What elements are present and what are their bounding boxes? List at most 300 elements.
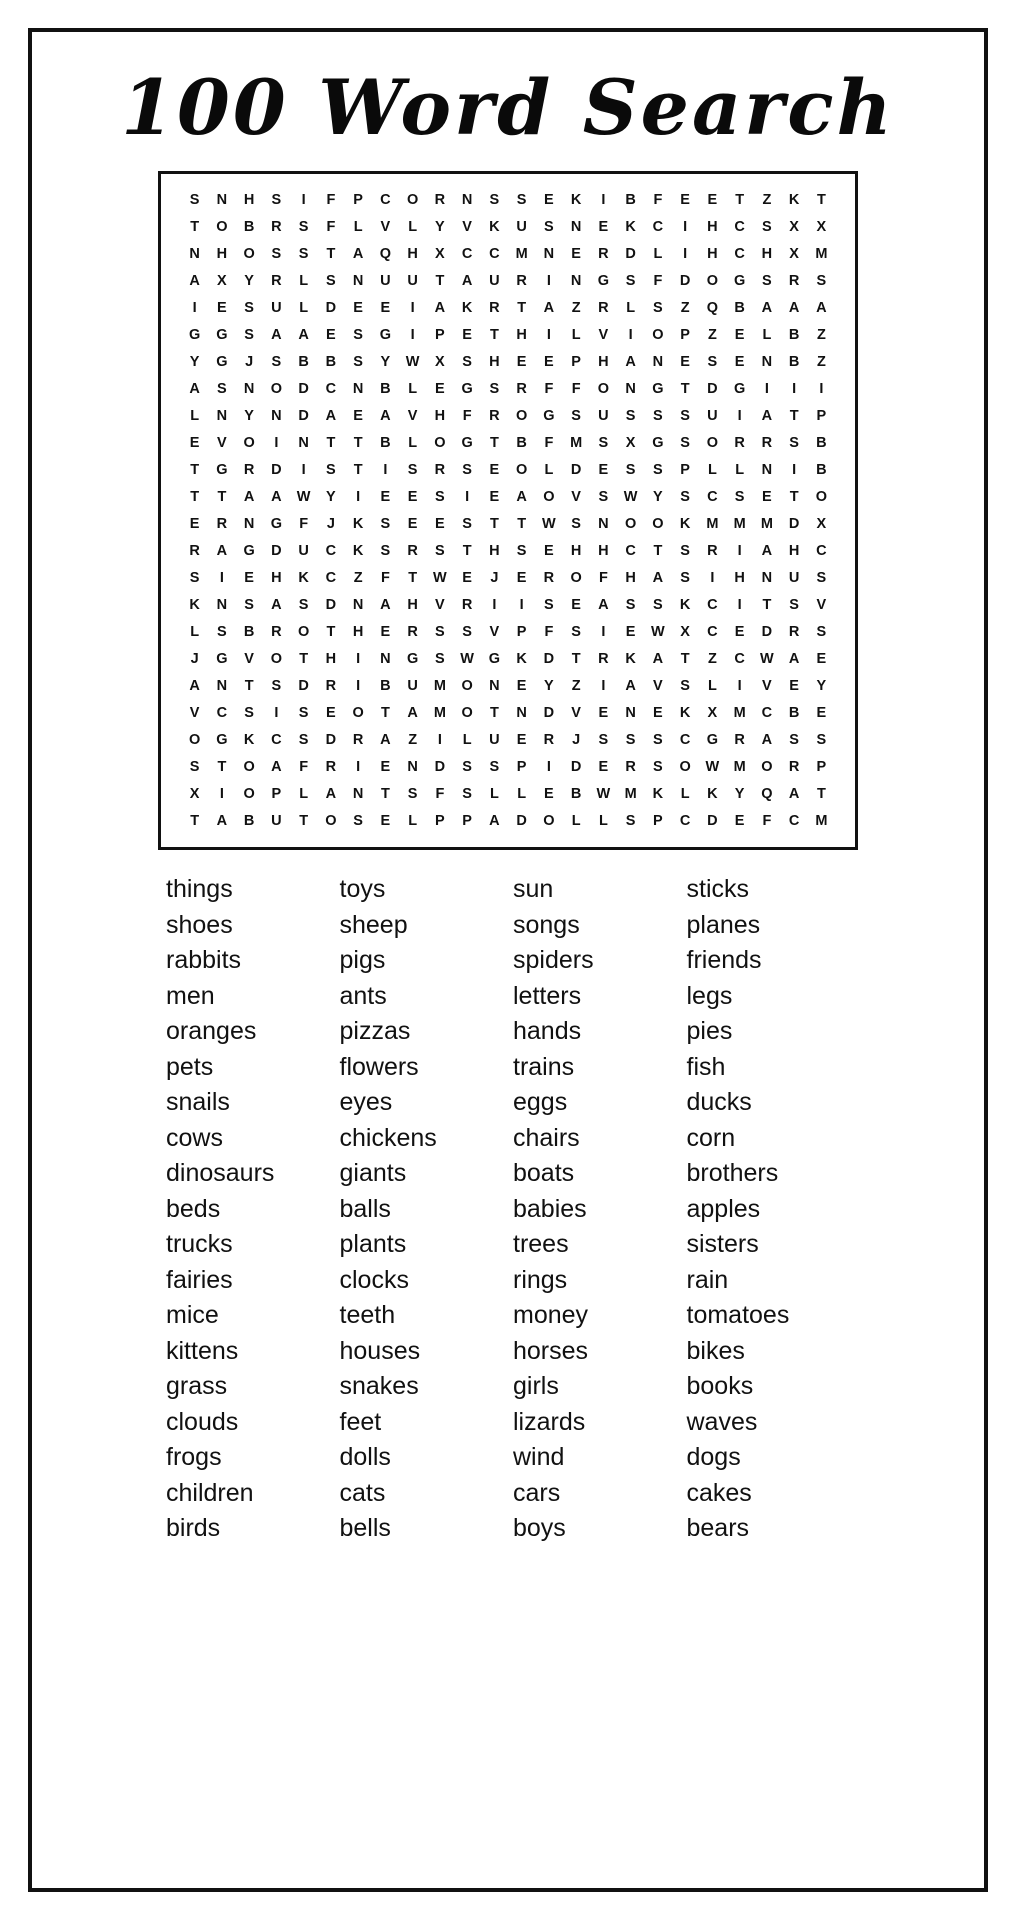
grid-cell: E: [680, 192, 690, 209]
word-list-item: legs: [686, 981, 733, 1010]
grid-cell: B: [325, 354, 337, 371]
word-list-item: sun: [513, 875, 554, 904]
grid-cell: I: [356, 489, 361, 506]
word-list-item: wind: [513, 1443, 565, 1472]
word-list-item: fish: [686, 1052, 726, 1081]
grid-cell: G: [188, 327, 201, 344]
grid-cell: V: [244, 651, 254, 668]
grid-cell: A: [271, 489, 282, 506]
grid-cell: M: [433, 705, 446, 722]
word-list-item: clocks: [339, 1265, 409, 1294]
grid-cell: E: [734, 354, 745, 371]
grid-cell: R: [598, 246, 609, 263]
grid-cell: S: [789, 732, 799, 749]
grid-cell: L: [299, 786, 309, 803]
grid-cell: S: [244, 327, 254, 344]
grid-cell: A: [761, 300, 773, 317]
grid-cell: R: [761, 435, 773, 452]
grid-cell: S: [298, 705, 309, 722]
grid-cell: E: [326, 327, 336, 344]
grid-cell: B: [243, 624, 255, 641]
grid-cell: S: [244, 597, 254, 614]
grid-cell: O: [543, 813, 555, 830]
grid-cell: H: [243, 192, 255, 209]
grid-cell: M: [570, 435, 583, 452]
grid-cell: X: [435, 354, 445, 371]
grid-cell: L: [408, 219, 418, 236]
grid-cell: F: [598, 570, 608, 587]
grid-cell: S: [816, 624, 827, 641]
grid-cell: S: [625, 462, 636, 479]
grid-cell: F: [380, 570, 390, 587]
grid-cell: D: [325, 300, 337, 317]
grid-cell: G: [733, 381, 746, 398]
grid-cell: G: [543, 408, 555, 425]
word-list-item: rabbits: [166, 946, 242, 975]
grid-cell: S: [462, 516, 472, 533]
grid-cell: I: [792, 381, 797, 398]
grid-cell: H: [407, 246, 418, 263]
grid-cell: O: [243, 759, 255, 776]
grid-cell: T: [653, 543, 663, 560]
grid-cell: M: [624, 786, 637, 803]
word-list-item: feet: [339, 1407, 382, 1436]
word-list-item: trees: [513, 1230, 569, 1259]
grid-cell: L: [462, 732, 472, 749]
grid-cell: I: [601, 624, 606, 641]
grid-cell: I: [219, 786, 224, 803]
grid-cell: A: [652, 651, 664, 668]
grid-cell: N: [625, 705, 636, 722]
grid-cell: H: [434, 408, 446, 425]
word-list-item: chickens: [339, 1123, 437, 1152]
grid-cell: W: [596, 786, 611, 803]
grid-cell: S: [380, 543, 391, 560]
grid-cell: D: [271, 462, 282, 479]
grid-cell: W: [542, 516, 556, 533]
grid-cell: S: [189, 192, 200, 209]
grid-cell: I: [492, 597, 497, 614]
grid-cell: H: [707, 219, 718, 236]
grid-cell: M: [706, 516, 719, 533]
grid-cell: S: [462, 462, 472, 479]
grid-cell: B: [734, 300, 745, 317]
grid-cell: P: [271, 786, 282, 803]
grid-cell: A: [489, 813, 500, 830]
grid-cell: E: [217, 300, 227, 317]
grid-cell: Z: [707, 651, 717, 668]
grid-cell: G: [706, 732, 719, 749]
grid-cell: D: [298, 678, 309, 695]
grid-cell: S: [244, 300, 254, 317]
grid-cell: S: [489, 381, 500, 398]
grid-cell: X: [680, 624, 690, 641]
grid-cell: Z: [762, 192, 772, 209]
grid-cell: I: [737, 678, 742, 695]
grid-cell: J: [190, 651, 199, 668]
grid-cell: S: [789, 435, 799, 452]
grid-cell: N: [271, 408, 282, 425]
grid-cell: F: [544, 435, 554, 452]
grid-cell: M: [815, 813, 828, 830]
grid-cell: C: [271, 732, 282, 749]
grid-cell: C: [734, 651, 745, 668]
grid-cell: B: [788, 354, 800, 371]
word-list-item: brothers: [686, 1159, 779, 1188]
grid-cell: E: [407, 489, 418, 506]
grid-cell: C: [761, 705, 773, 722]
grid-cell: R: [271, 624, 282, 641]
grid-cell: U: [407, 678, 418, 695]
grid-cell: R: [461, 597, 473, 614]
grid-cell: S: [571, 516, 581, 533]
grid-cell: S: [435, 624, 445, 641]
grid-cell: X: [217, 273, 227, 290]
grid-cell: Y: [816, 678, 827, 695]
grid-cell: H: [271, 570, 282, 587]
grid-cell: R: [788, 624, 800, 641]
grid-cell: P: [462, 813, 472, 830]
grid-cell: X: [625, 435, 636, 452]
page-border: [28, 28, 988, 1892]
grid-cell: N: [243, 381, 255, 398]
word-list-item: bikes: [686, 1336, 745, 1365]
grid-cell: L: [489, 786, 499, 803]
grid-cell: K: [461, 300, 473, 317]
word-list-item: bears: [686, 1514, 750, 1543]
grid-cell: E: [598, 705, 609, 722]
grid-cell: S: [244, 705, 254, 722]
grid-cell: E: [435, 516, 445, 533]
grid-cell: A: [216, 543, 228, 560]
grid-cell: E: [326, 705, 336, 722]
page-title: 100 Word Search: [121, 63, 895, 152]
grid-cell: S: [653, 408, 663, 425]
grid-cell: E: [353, 408, 363, 425]
word-list-item: planes: [686, 910, 761, 939]
grid-cell: E: [380, 759, 391, 776]
grid-cell: I: [683, 219, 688, 236]
grid-cell: U: [271, 813, 282, 830]
grid-cell: R: [243, 462, 255, 479]
grid-cell: M: [733, 705, 746, 722]
grid-cell: S: [217, 624, 227, 641]
grid-cell: O: [243, 246, 255, 263]
grid-cell: O: [679, 759, 691, 776]
grid-cell: L: [707, 678, 717, 695]
grid-cell: P: [435, 327, 445, 344]
grid-cell: X: [707, 705, 718, 722]
grid-cell: I: [710, 570, 715, 587]
word-list-item: rings: [513, 1265, 568, 1294]
grid-cell: G: [379, 327, 392, 344]
grid-cell: S: [217, 381, 227, 398]
grid-cell: H: [625, 570, 636, 587]
word-list-item: hands: [513, 1017, 582, 1046]
word-list-item: cars: [513, 1478, 561, 1507]
grid-cell: T: [244, 678, 254, 695]
word-list-item: corn: [686, 1123, 736, 1152]
grid-cell: N: [352, 786, 364, 803]
grid-cell: E: [625, 624, 636, 641]
grid-cell: X: [435, 246, 445, 263]
grid-cell: S: [298, 597, 309, 614]
grid-cell: T: [190, 462, 200, 479]
grid-cell: W: [296, 489, 311, 506]
grid-cell: X: [189, 786, 200, 803]
grid-cell: F: [653, 273, 663, 290]
grid-cell: Z: [816, 327, 826, 344]
grid-cell: S: [353, 813, 363, 830]
grid-cell: V: [380, 219, 391, 236]
grid-cell: T: [762, 597, 772, 614]
grid-cell: E: [489, 462, 500, 479]
grid-cell: L: [353, 219, 363, 236]
grid-cell: Q: [706, 300, 719, 317]
word-list-item: pets: [166, 1052, 214, 1081]
grid-cell: S: [462, 354, 472, 371]
word-list-item: beds: [166, 1194, 221, 1223]
word-list-item: clouds: [166, 1407, 239, 1436]
grid-cell: C: [788, 813, 800, 830]
grid-cell: S: [462, 624, 472, 641]
grid-cell: H: [216, 246, 228, 263]
grid-cell: A: [325, 786, 337, 803]
grid-cell: O: [706, 435, 719, 452]
grid-cell: P: [653, 813, 663, 830]
grid-cell: L: [544, 462, 554, 479]
word-list-item: lizards: [513, 1407, 586, 1436]
grid-cell: B: [298, 354, 309, 371]
grid-cell: T: [489, 435, 499, 452]
grid-cell: S: [816, 273, 827, 290]
grid-cell: T: [680, 381, 690, 398]
grid-cell: H: [761, 246, 773, 263]
grid-cell: H: [489, 354, 500, 371]
grid-cell: I: [437, 732, 442, 749]
grid-cell: E: [489, 489, 500, 506]
grid-cell: L: [299, 273, 309, 290]
grid-cell: S: [571, 624, 581, 641]
grid-cell: E: [734, 813, 745, 830]
grid-cell: O: [624, 516, 637, 533]
grid-cell: N: [598, 516, 609, 533]
grid-cell: S: [816, 570, 827, 587]
word-list-item: ducks: [686, 1088, 752, 1117]
grid-cell: V: [435, 597, 445, 614]
word-list-item: ants: [339, 981, 387, 1010]
grid-cell: A: [298, 327, 309, 344]
word-list-item: sticks: [686, 875, 749, 904]
grid-cell: E: [598, 462, 609, 479]
grid-cell: K: [516, 651, 527, 668]
grid-cell: S: [298, 219, 309, 236]
grid-cell: Y: [734, 786, 745, 803]
grid-cell: N: [189, 246, 200, 263]
grid-cell: T: [299, 813, 309, 830]
grid-cell: A: [271, 597, 282, 614]
grid-cell: D: [516, 813, 527, 830]
grid-cell: K: [679, 516, 691, 533]
grid-cell: D: [707, 813, 718, 830]
grid-cell: G: [652, 381, 664, 398]
grid-cell: R: [434, 462, 446, 479]
grid-cell: Z: [408, 732, 418, 749]
grid-cell: R: [516, 381, 527, 398]
grid-cell: Z: [707, 327, 717, 344]
grid-cell: D: [570, 462, 582, 479]
word-list-item: frogs: [166, 1443, 222, 1472]
grid-cell: A: [461, 273, 473, 290]
grid-cell: T: [489, 327, 499, 344]
grid-cell: I: [274, 435, 279, 452]
grid-cell: A: [652, 570, 664, 587]
grid-cell: L: [299, 300, 309, 317]
grid-cell: S: [625, 597, 636, 614]
grid-cell: O: [325, 813, 337, 830]
grid-cell: E: [353, 300, 363, 317]
grid-cell: I: [410, 300, 415, 317]
grid-cell: D: [570, 759, 582, 776]
grid-cell: L: [680, 786, 690, 803]
grid-cell: B: [380, 381, 391, 398]
grid-cell: B: [816, 462, 827, 479]
grid-cell: N: [352, 273, 364, 290]
grid-cell: Y: [326, 489, 336, 506]
word-list-item: eyes: [339, 1088, 393, 1117]
grid-cell: H: [325, 651, 337, 668]
grid-cell: W: [760, 651, 774, 668]
grid-cell: S: [680, 489, 690, 506]
grid-cell: A: [380, 408, 391, 425]
grid-cell: N: [216, 408, 228, 425]
word-list-item: books: [686, 1372, 754, 1401]
grid-cell: F: [544, 381, 554, 398]
grid-cell: I: [601, 678, 606, 695]
grid-cell: Y: [435, 219, 445, 236]
grid-cell: S: [271, 354, 282, 371]
grid-cell: T: [489, 516, 499, 533]
grid-cell: O: [434, 435, 446, 452]
grid-cell: T: [299, 651, 309, 668]
grid-cell: R: [325, 759, 337, 776]
grid-cell: S: [653, 300, 663, 317]
grid-cell: R: [352, 732, 364, 749]
word-list-item: spiders: [513, 946, 594, 975]
grid-cell: N: [761, 354, 773, 371]
grid-cell: P: [516, 759, 527, 776]
word-list-item: teeth: [339, 1301, 396, 1330]
grid-cell: R: [325, 678, 337, 695]
grid-cell: S: [653, 732, 663, 749]
grid-cell: T: [435, 273, 445, 290]
grid-cell: N: [761, 570, 773, 587]
grid-cell: M: [733, 759, 746, 776]
grid-cell: B: [380, 435, 391, 452]
grid-cell: N: [243, 516, 255, 533]
grid-cell: X: [789, 246, 799, 263]
grid-cell: S: [816, 732, 827, 749]
grid-cell: F: [762, 813, 772, 830]
grid-cell: O: [243, 786, 255, 803]
grid-cell: V: [571, 489, 581, 506]
grid-cell: J: [490, 570, 499, 587]
grid-cell: N: [298, 435, 309, 452]
grid-cell: S: [380, 516, 391, 533]
grid-cell: S: [298, 246, 309, 263]
grid-cell: E: [189, 516, 200, 533]
grid-cell: P: [816, 408, 827, 425]
grid-cell: I: [383, 462, 388, 479]
grid-cell: K: [352, 516, 364, 533]
grid-cell: O: [652, 327, 664, 344]
word-list-item: pies: [686, 1017, 733, 1046]
grid-cell: T: [217, 759, 227, 776]
word-list-item: cats: [339, 1478, 386, 1507]
word-list-column-2: [340, 872, 504, 1547]
grid-cell: C: [734, 246, 745, 263]
grid-cell: S: [271, 678, 282, 695]
grid-cell: I: [546, 273, 551, 290]
grid-cell: E: [380, 489, 391, 506]
grid-cell: I: [219, 570, 224, 587]
grid-cell: T: [190, 489, 200, 506]
grid-cell: S: [516, 543, 527, 560]
grid-cell: B: [380, 678, 391, 695]
grid-cell: O: [570, 570, 582, 587]
grid-cell: I: [356, 678, 361, 695]
grid-cell: S: [271, 246, 282, 263]
grid-cell: K: [788, 192, 800, 209]
grid-cell: L: [408, 813, 418, 830]
grid-cell: F: [326, 219, 336, 236]
grid-cell: K: [243, 732, 255, 749]
grid-cell: N: [516, 705, 527, 722]
grid-cell: O: [815, 489, 828, 506]
grid-cell: A: [352, 246, 364, 263]
grid-cell: K: [625, 219, 636, 236]
grid-cell: V: [816, 597, 827, 614]
grid-cell: N: [489, 678, 500, 695]
grid-cell: S: [407, 462, 418, 479]
grid-cell: N: [461, 192, 473, 209]
grid-cell: P: [680, 327, 690, 344]
word-list-item: pizzas: [339, 1017, 411, 1046]
grid-cell: S: [625, 273, 636, 290]
word-list-item: letters: [513, 981, 582, 1010]
grid-cell: T: [571, 651, 581, 668]
grid-cell: E: [380, 300, 391, 317]
grid-cell: L: [653, 246, 663, 263]
grid-cell: E: [816, 705, 827, 722]
grid-cell: M: [733, 516, 746, 533]
grid-cell: B: [570, 786, 582, 803]
grid-cell: J: [326, 516, 335, 533]
grid-cell: E: [653, 705, 663, 722]
grid-cell: S: [598, 732, 609, 749]
grid-cell: S: [762, 219, 772, 236]
grid-cell: D: [761, 624, 773, 641]
word-list-item: pigs: [339, 946, 386, 975]
grid-cell: C: [325, 570, 337, 587]
word-list-item: boats: [513, 1159, 575, 1188]
grid-cell: I: [192, 300, 197, 317]
grid-cell: C: [625, 543, 636, 560]
word-list-item: boys: [513, 1514, 566, 1543]
grid-cell: E: [380, 624, 391, 641]
grid-cell: I: [683, 246, 688, 263]
grid-cell: O: [461, 678, 473, 695]
